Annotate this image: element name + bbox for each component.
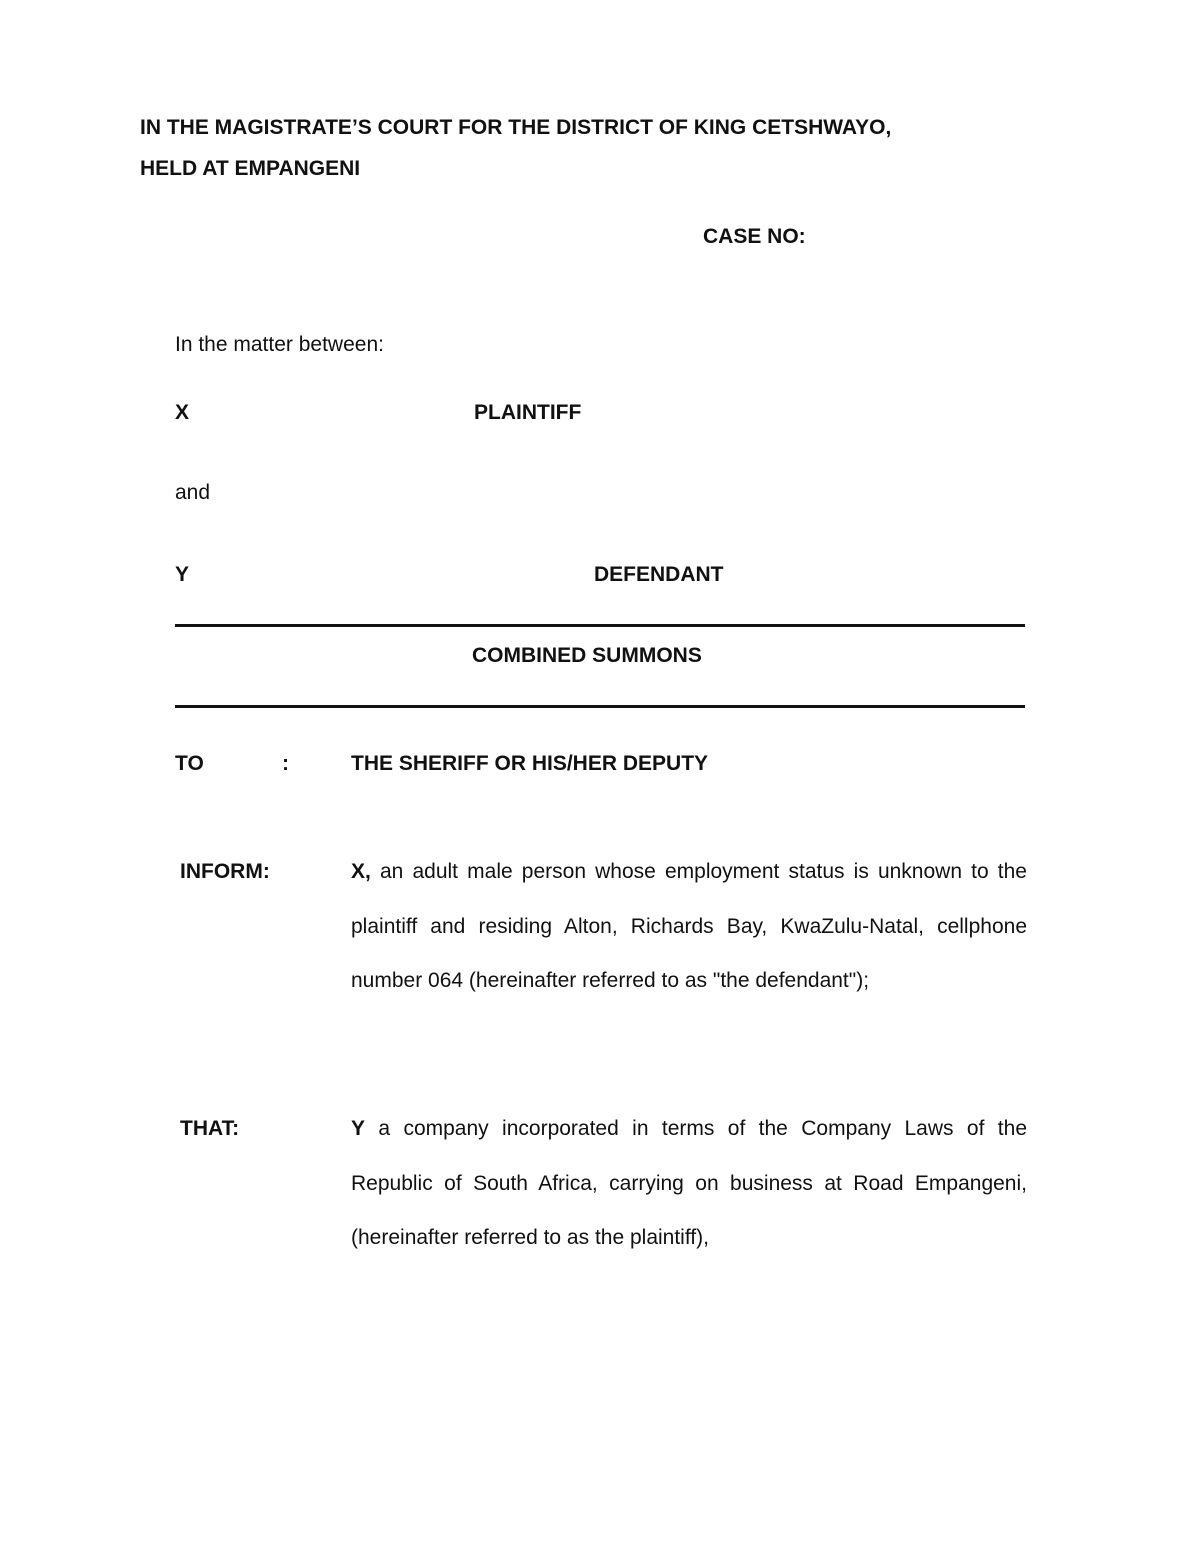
that-label: THAT: [180,1117,240,1140]
inform-paragraph [351,845,1027,1009]
that-paragraph [351,1102,1027,1266]
court-heading-line-2: HELD AT EMPANGENI [140,157,361,180]
that-lead: Y [351,1117,366,1140]
document-title: COMBINED SUMMONS [472,644,702,667]
second-party-role: DEFENDANT [594,563,724,586]
inform-lead: X, [351,860,371,883]
court-heading-line-1: IN THE MAGISTRATE’S COURT FOR THE DISTRICT OF KING CETSHWAYO, [140,116,892,139]
matter-between-intro: In the matter between: [175,333,384,356]
second-party-name: Y [175,563,190,586]
addressee-value: THE SHERIFF OR HIS/HER DEPUTY [351,752,709,775]
case-number-label: CASE NO: [703,225,806,248]
that-text: a company incorporated in terms of the Company Laws of the Republic of South Africa, carrying on business at Road Empangeni, (hereinafter referred to as the plaintiff), [351,1117,1027,1249]
first-party-role: PLAINTIFF [474,401,582,424]
inform-label: INFORM: [180,860,270,883]
parties-conjunction: and [175,481,211,504]
first-party-name: X [175,401,190,424]
title-top-rule [175,624,1025,627]
addressee-colon: : [282,752,289,775]
title-bottom-rule [175,705,1025,708]
inform-text: an adult male person whose employment status is unknown to the plaintiff and residing Alton, Richards Bay, KwaZulu-Natal, cellphone number 064 (hereinafter referred to as "the defendant"); [351,860,1027,992]
addressee-label: TO [175,752,204,775]
